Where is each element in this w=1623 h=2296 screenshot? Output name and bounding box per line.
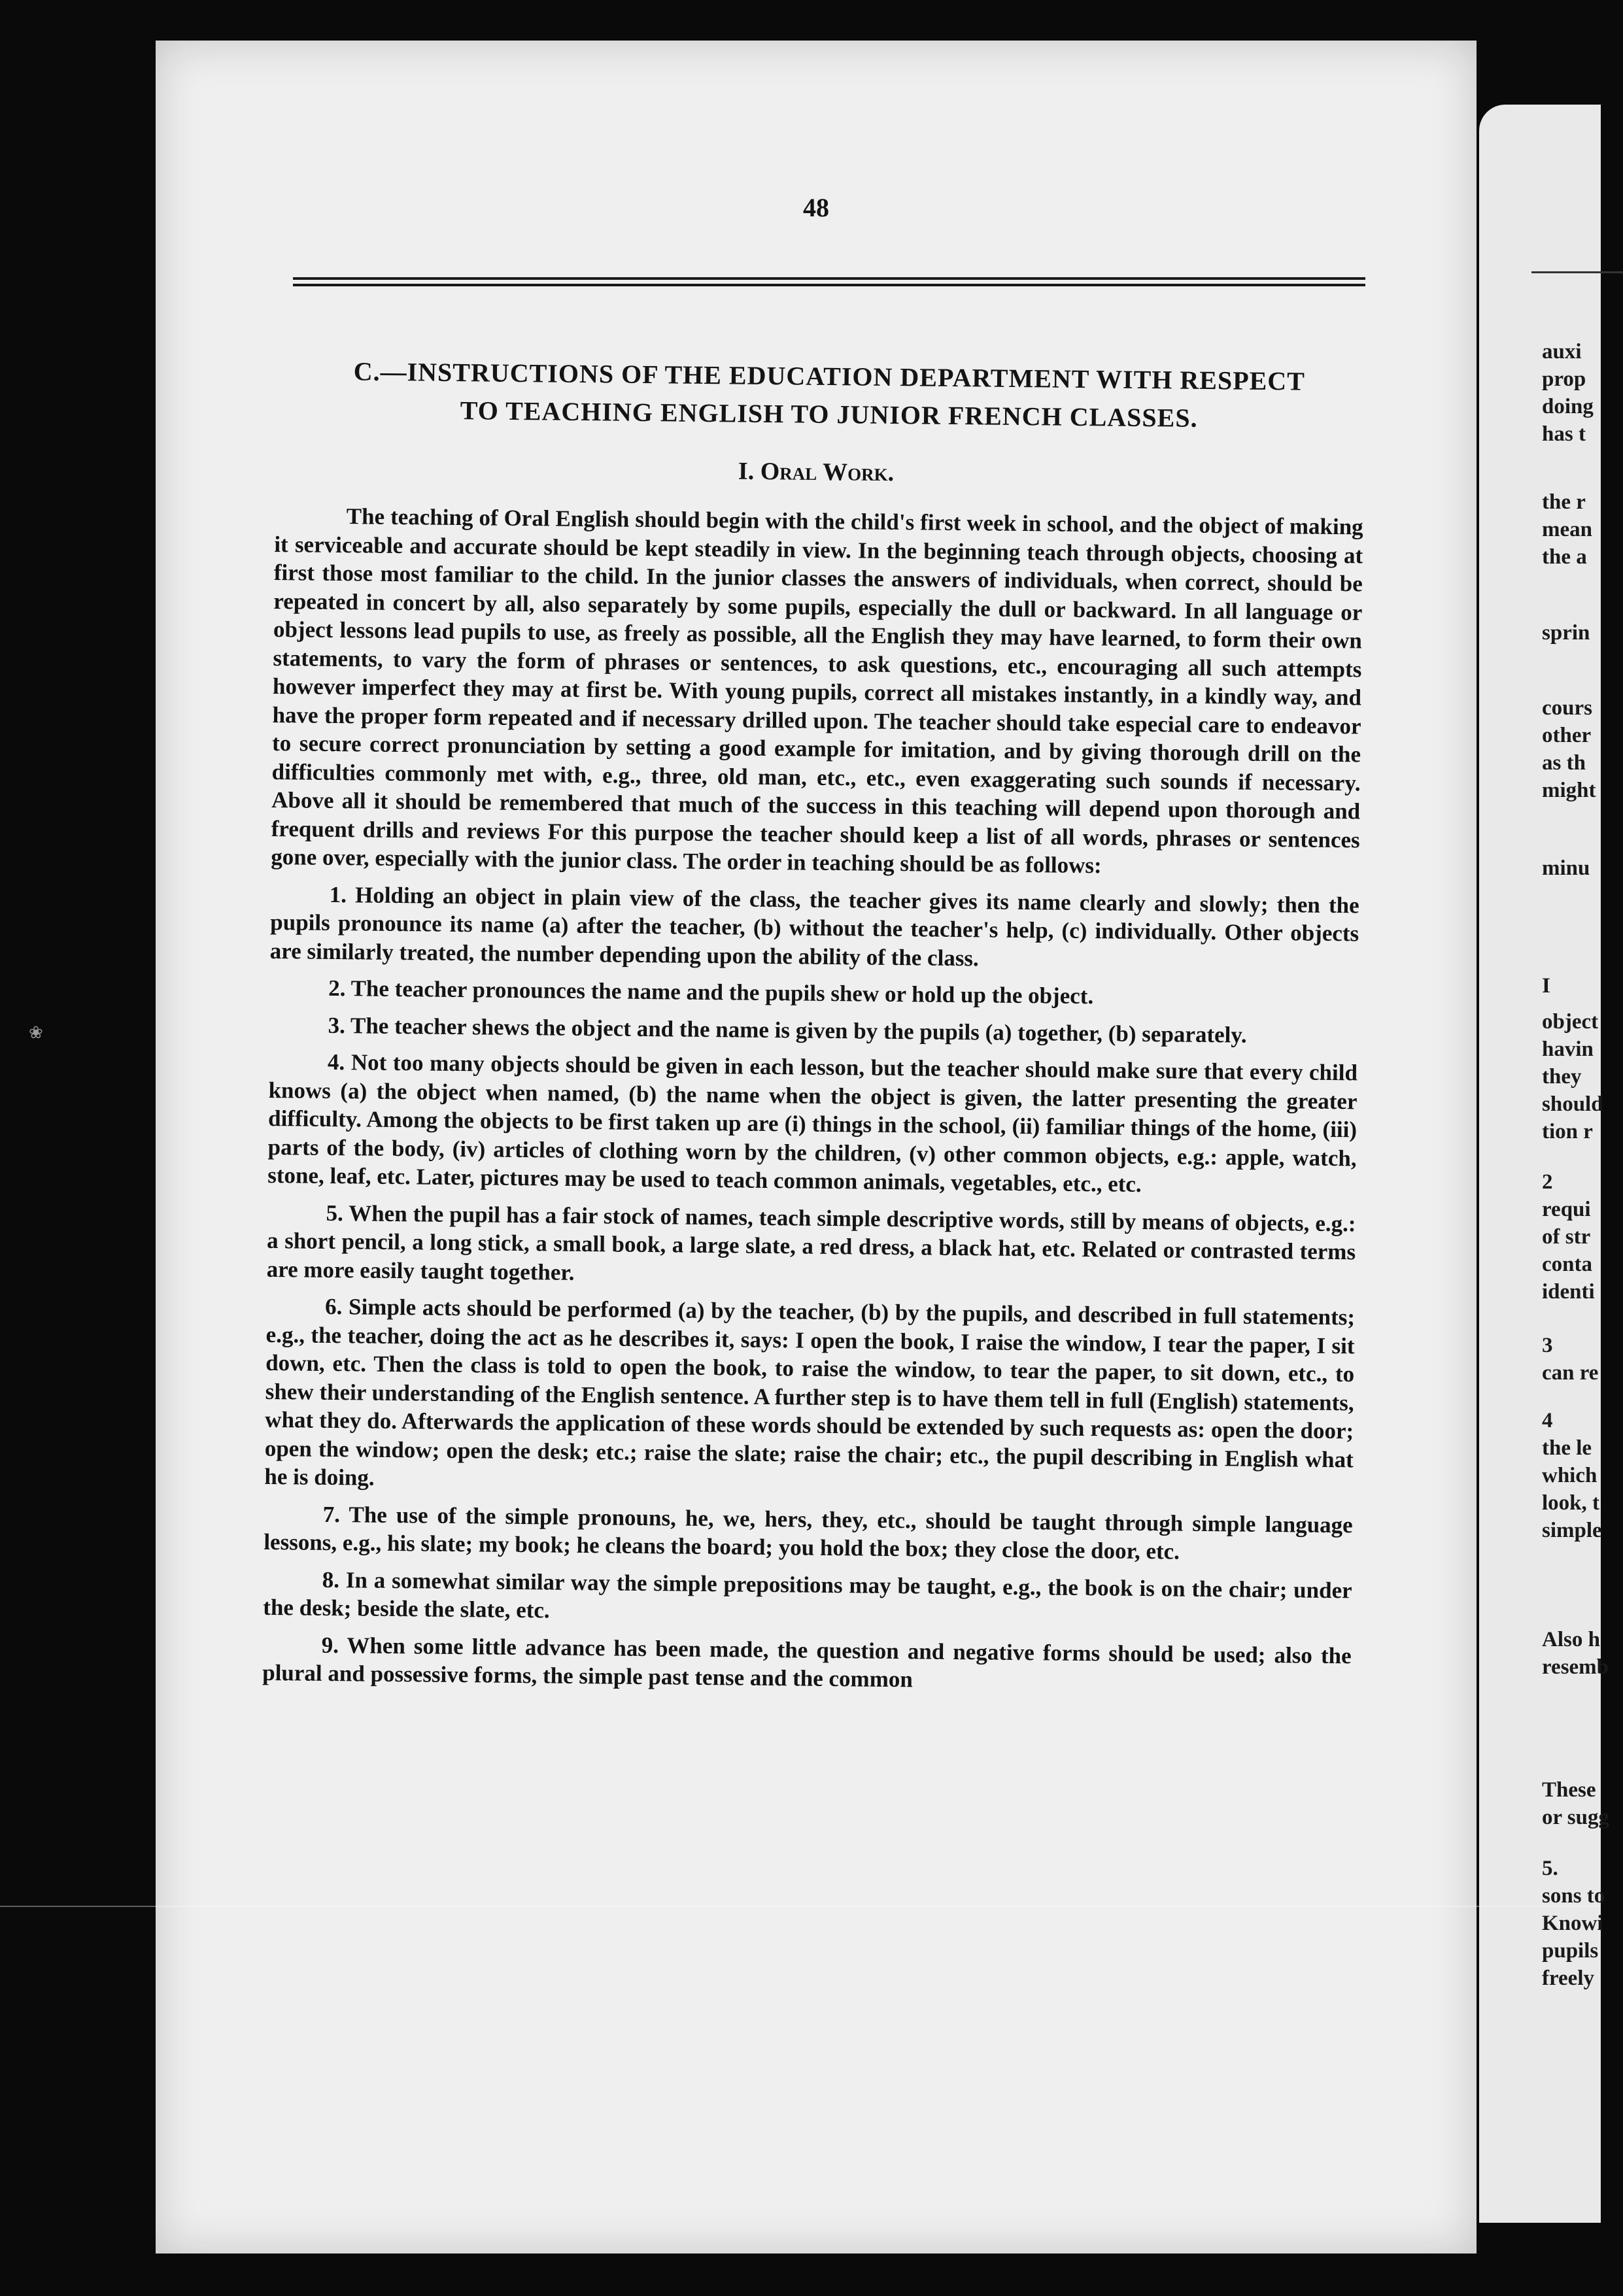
adjacent-page-fragment: object [1542, 1010, 1599, 1034]
adjacent-page-fragment: I [1542, 974, 1550, 998]
paragraph-item-1: 1. Holding an object in plain view of the class, the teacher gives its name clearly and slowly; then the pupils pronounce its name (a) after the teacher, (b) without the teacher's help, (c) individually. Other objects are similarly treated, the number depending upon the ability of the class. [269, 881, 1359, 971]
adjacent-page-fragment: minu [1542, 856, 1590, 880]
paragraph-item-7: 7. The use of the simple pronouns, he, we, hers, they, etc., should be taught through simple language lessons, e.g., his slate; my book; he cleans the board; you hold the box; they close the door, etc. [264, 1501, 1353, 1564]
adjacent-page-fragment: they [1542, 1065, 1582, 1089]
adjacent-page-fragment: other [1542, 724, 1592, 747]
adjacent-page-fragment: sons to [1542, 1884, 1605, 1908]
heading-line: C.—INSTRUCTIONS OF THE EDUCATION DEPARTMENT WITH RESPECT [353, 356, 1306, 396]
scan-speck: ❀ [29, 1023, 43, 1043]
adjacent-page-fragment: tion r [1542, 1120, 1593, 1143]
adjacent-page-fragment: These [1542, 1778, 1596, 1802]
heading-line: TO TEACHING ENGLISH TO JUNIOR FRENCH CLASSES. [460, 396, 1198, 433]
adjacent-page-fragment: doing [1542, 395, 1594, 418]
adjacent-page-fragment: prop [1542, 367, 1586, 391]
section-heading [292, 352, 1365, 439]
scan-artifact-line [0, 1906, 1601, 1907]
adjacent-page-fragment: the a [1542, 545, 1587, 569]
adjacent-page-fragment: as th [1542, 751, 1586, 775]
adjacent-page [1479, 105, 1609, 2223]
adjacent-page-fragment: simple [1542, 1519, 1602, 1542]
adjacent-page-fragment: requi [1542, 1198, 1591, 1221]
adjacent-page-fragment: should [1542, 1092, 1603, 1116]
header-rule-top [293, 277, 1365, 280]
adjacent-page-fragment: cours [1542, 696, 1592, 720]
paragraph-intro: The teaching of Oral English should begin with the child's first week in school, and the object of making it serviceable and accurate should be kept steadily in view. In the beginning teach through objects, choosing at first those most familiar to the child. In the junior classes the answers of individuals, when correct, should be repeated in concert by all, also separately by some pupils, especially the dull or backward. In all language or object lessons lead pupils to use, as freely as possible, all the English they may have learned, to form their own statements, to vary the form of phrases or sentences, to ask questions, etc., encouraging all such attempts however imperfect they may at first be. With young pupils, correct all mistakes instantly, in a kindly way, and have the proper form repeated and if necessary drilled upon. The teacher should take especial care to endeavor to secure correct pronunciation by setting a good example for imitation, and by giving thorough drill on the difficulties commonly met with, e.g., three, old man, etc., etc., even exaggerating such sounds if necessary. Above all it should be remembered that much of the success in this teaching will depend upon thorough and frequent drills and reviews For this purpose the teacher should keep a list of all words, phrases or sentences gone over, especially with the junior class. The order in teaching should be as follows: [271, 503, 1363, 879]
adjacent-page-fragment: resemb [1542, 1655, 1609, 1679]
page-number: 48 [803, 193, 829, 222]
paragraph-item-9: 9. When some little advance has been made, the question and negative forms should be used; also the plural and possessive forms, the simple past tense and the common [262, 1632, 1352, 1693]
body-text [262, 501, 1363, 1707]
adjacent-page-fragment: conta [1542, 1253, 1592, 1276]
adjacent-page-fragment: 3 [1542, 1334, 1553, 1357]
subsection-heading: I. Oral Work. [738, 457, 895, 487]
adjacent-page-fragment: which [1542, 1464, 1597, 1487]
paragraph-item-5: 5. When the pupil has a fair stock of names, teach simple descriptive words, still by means of objects, e.g.: a short pencil, a long stick, a small book, a large slate, a red dress, a black hat, etc. Related or contrasted terms are more easily taught together. [266, 1200, 1356, 1285]
paragraph-item-2: 2. The teacher pronounces the name and the pupils shew or hold up the object. [328, 975, 1094, 1009]
adjacent-page-fragment: the le [1542, 1436, 1592, 1460]
adjacent-page-fragment: or sugg [1542, 1806, 1609, 1829]
adjacent-page-fragment: of str [1542, 1225, 1591, 1249]
header-rule-bottom [293, 284, 1365, 286]
adjacent-page-fragment: Also h [1542, 1628, 1600, 1651]
adjacent-page-fragment: auxi [1542, 340, 1582, 363]
adjacent-page-fragment: can re [1542, 1361, 1599, 1385]
adjacent-page-fragment: the r [1542, 490, 1586, 514]
paragraph-item-6: 6. Simple acts should be performed (a) by the teacher, (b) by the pupils, and described in full statements; e.g., the teacher, doing the act as he describes it, says: I open the book, I raise the window, I tear the paper, I sit down, etc. Then the class is told to open the book, to raise the window, to tear the paper, to sit down, etc., to shew their understanding of the English sentence. A further step is to have them tell in full (English) statements, what they do. Afterwards the application of these words should be extended by such requests as: open the door; open the window; open the desk; etc.; raise the slate; raise the chair; etc., the pupil describing in English what he is doing. [264, 1293, 1356, 1491]
adjacent-page-fragment: havin [1542, 1038, 1594, 1061]
adjacent-page-fragment: 2 [1542, 1170, 1553, 1194]
adjacent-page-fragment: mean [1542, 518, 1592, 541]
adjacent-page-fragment: pupils [1542, 1939, 1599, 1963]
adjacent-page-fragment: look, t [1542, 1491, 1600, 1515]
adjacent-page-fragment: 5. [1542, 1857, 1558, 1880]
paragraph-item-3: 3. The teacher shews the object and the name is given by the pupils (a) together, (b) separately. [328, 1012, 1247, 1048]
paragraph-item-4: 4. Not too many objects should be given in each lesson, but the teacher should make sure that every child knows (a) the object when named, (b) the name when the object is given, the latter presenting the greater difficulty. Among the objects to be first taken up are (i) things in the school, (ii) familiar things of the home, (iii) parts of the body, (iv) articles of clothing worn by the children, (v) other common objects, e.g.: apple, watch, stone, leaf, etc. Later, pictures may be used to teach common animals, vegetables, etc., etc. [267, 1049, 1358, 1197]
adjacent-page-fragment: identi [1542, 1280, 1595, 1304]
document-page [156, 41, 1477, 2254]
paragraph-item-8: 8. In a somewhat similar way the simple prepositions may be taught, e.g., the book is on the chair; under the desk; beside the slate, etc. [263, 1566, 1352, 1623]
adjacent-page-fragment: might [1542, 779, 1596, 802]
adjacent-page-fragment: Knowi [1542, 1912, 1603, 1935]
adjacent-page-fragment: 4 [1542, 1409, 1553, 1432]
adjacent-page-fragment: has t [1542, 422, 1586, 446]
adjacent-page-rule [1531, 271, 1623, 273]
adjacent-page-fragment: freely [1542, 1967, 1595, 1990]
adjacent-page-fragment: sprin [1542, 621, 1590, 645]
